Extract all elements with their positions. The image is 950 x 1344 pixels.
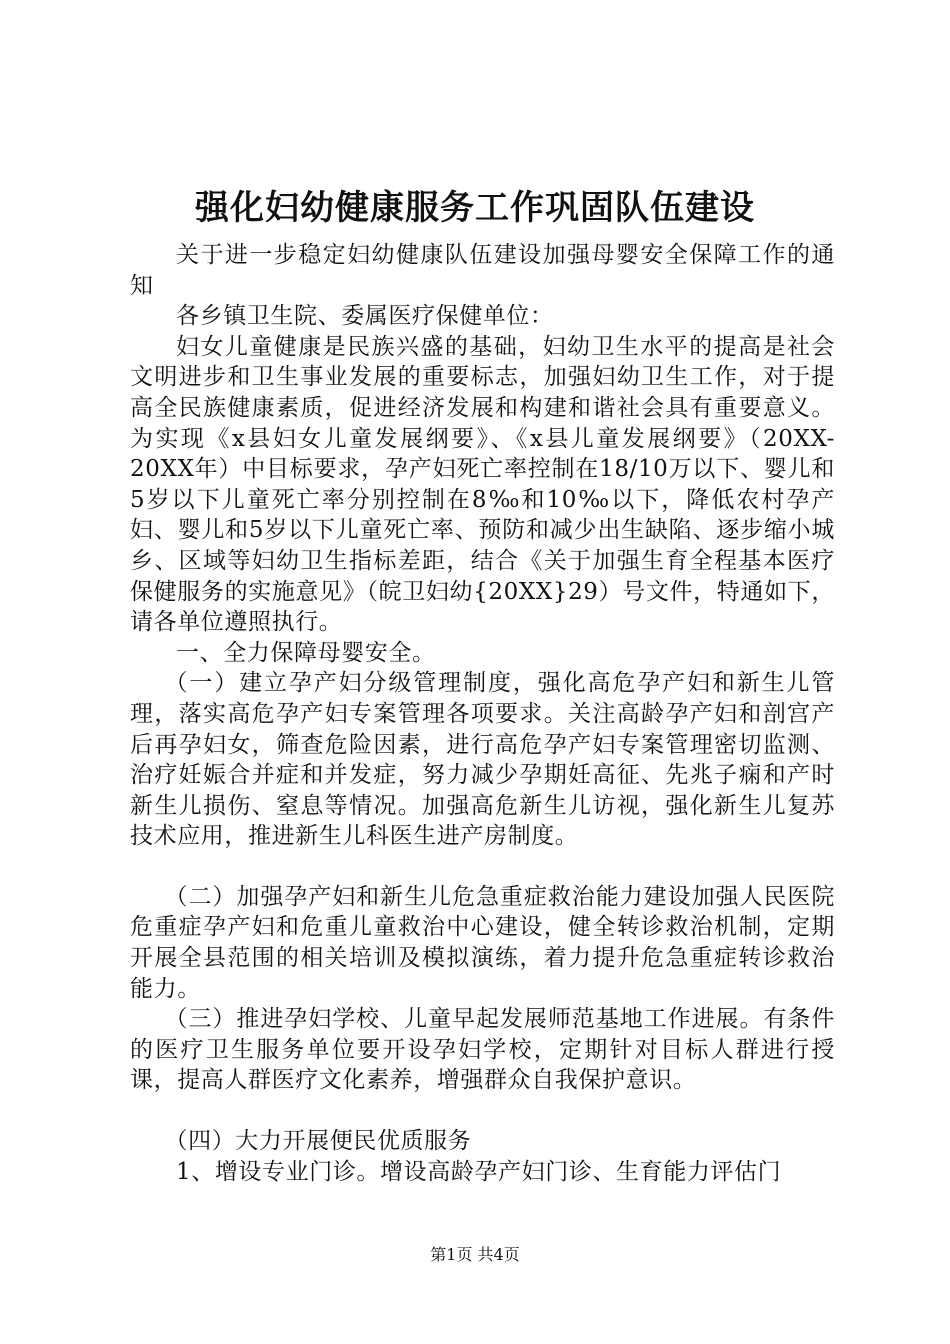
section-heading-1: 一、全力保障母婴安全。: [176, 639, 436, 666]
page-number: 第1页 共4页: [430, 1245, 520, 1264]
document-title: 强化妇幼健康服务工作巩固队伍建设: [195, 188, 755, 228]
notice-heading: 关于进一步稳定妇幼健康队伍建设加强母婴安全保障工作的通知: [130, 242, 835, 299]
subsection-4: （四）大力开展便民优质服务: [164, 1128, 472, 1155]
subsection-3: （三）推进孕妇学校、儿童早起发展师范基地工作进展。有条件的医疗卫生服务单位要开设孕妇学校，定期针对目标人群进行授课，提高人群医疗文化素养，增强群众自我保护意识。: [130, 1006, 835, 1094]
document-body: [130, 240, 835, 1187]
item-1: 1、增设专业门诊。增设高龄孕产妇门诊、生育能力评估门: [176, 1158, 782, 1185]
subsection-2: （二）加强孕产妇和新生儿危急重症救治能力建设加强人民医院危重症孕产妇和危重儿童救治中心建设，健全转诊救治机制，定期开展全县范围的相关培训及模拟演练，着力提升危急重症转诊救治能力。: [130, 883, 835, 1002]
subsection-1: （一）建立孕产妇分级管理制度，强化高危孕产妇和新生儿管理，落实高危孕产妇专案管理各项要求。关注高龄孕产妇和剖宫产后再孕妇女，筛查危险因素，进行高危孕产妇专案管理密切监测、治疗妊娠合并症和并发症，努力减少孕期妊高征、先兆子痫和产时新生儿损伤、窒息等情况。加强高危新生儿访视，强化新生儿复苏技术应用，推进新生儿科医生进产房制度。: [130, 670, 835, 850]
addressee: 各乡镇卫生院、委属医疗保健单位：: [176, 303, 554, 330]
intro-paragraph: 妇女儿童健康是民族兴盛的基础，妇幼卫生水平的提高是社会文明进步和卫生事业发展的重要标志，加强妇幼卫生工作，对于提高全民族健康素质，促进经济发展和构建和谐社会具有重要意义。为实现《x县妇女儿童发展纲要》、《x县儿童发展纲要》（20XX-20XX年）中目标要求，孕产妇死亡率控制在18/10万以下、婴儿和5岁以下儿童死亡率分别控制在8‰和10‰以下，降低农村孕产妇、婴儿和5岁以下儿童死亡率、预防和减少出生缺陷、逐步缩小城乡、区域等妇幼卫生指标差距，结合《关于加强生育全程基本医疗保健服务的实施意见》（皖卫妇幼{20XX}29）号文件，特通如下，请各单位遵照执行。: [130, 333, 835, 636]
